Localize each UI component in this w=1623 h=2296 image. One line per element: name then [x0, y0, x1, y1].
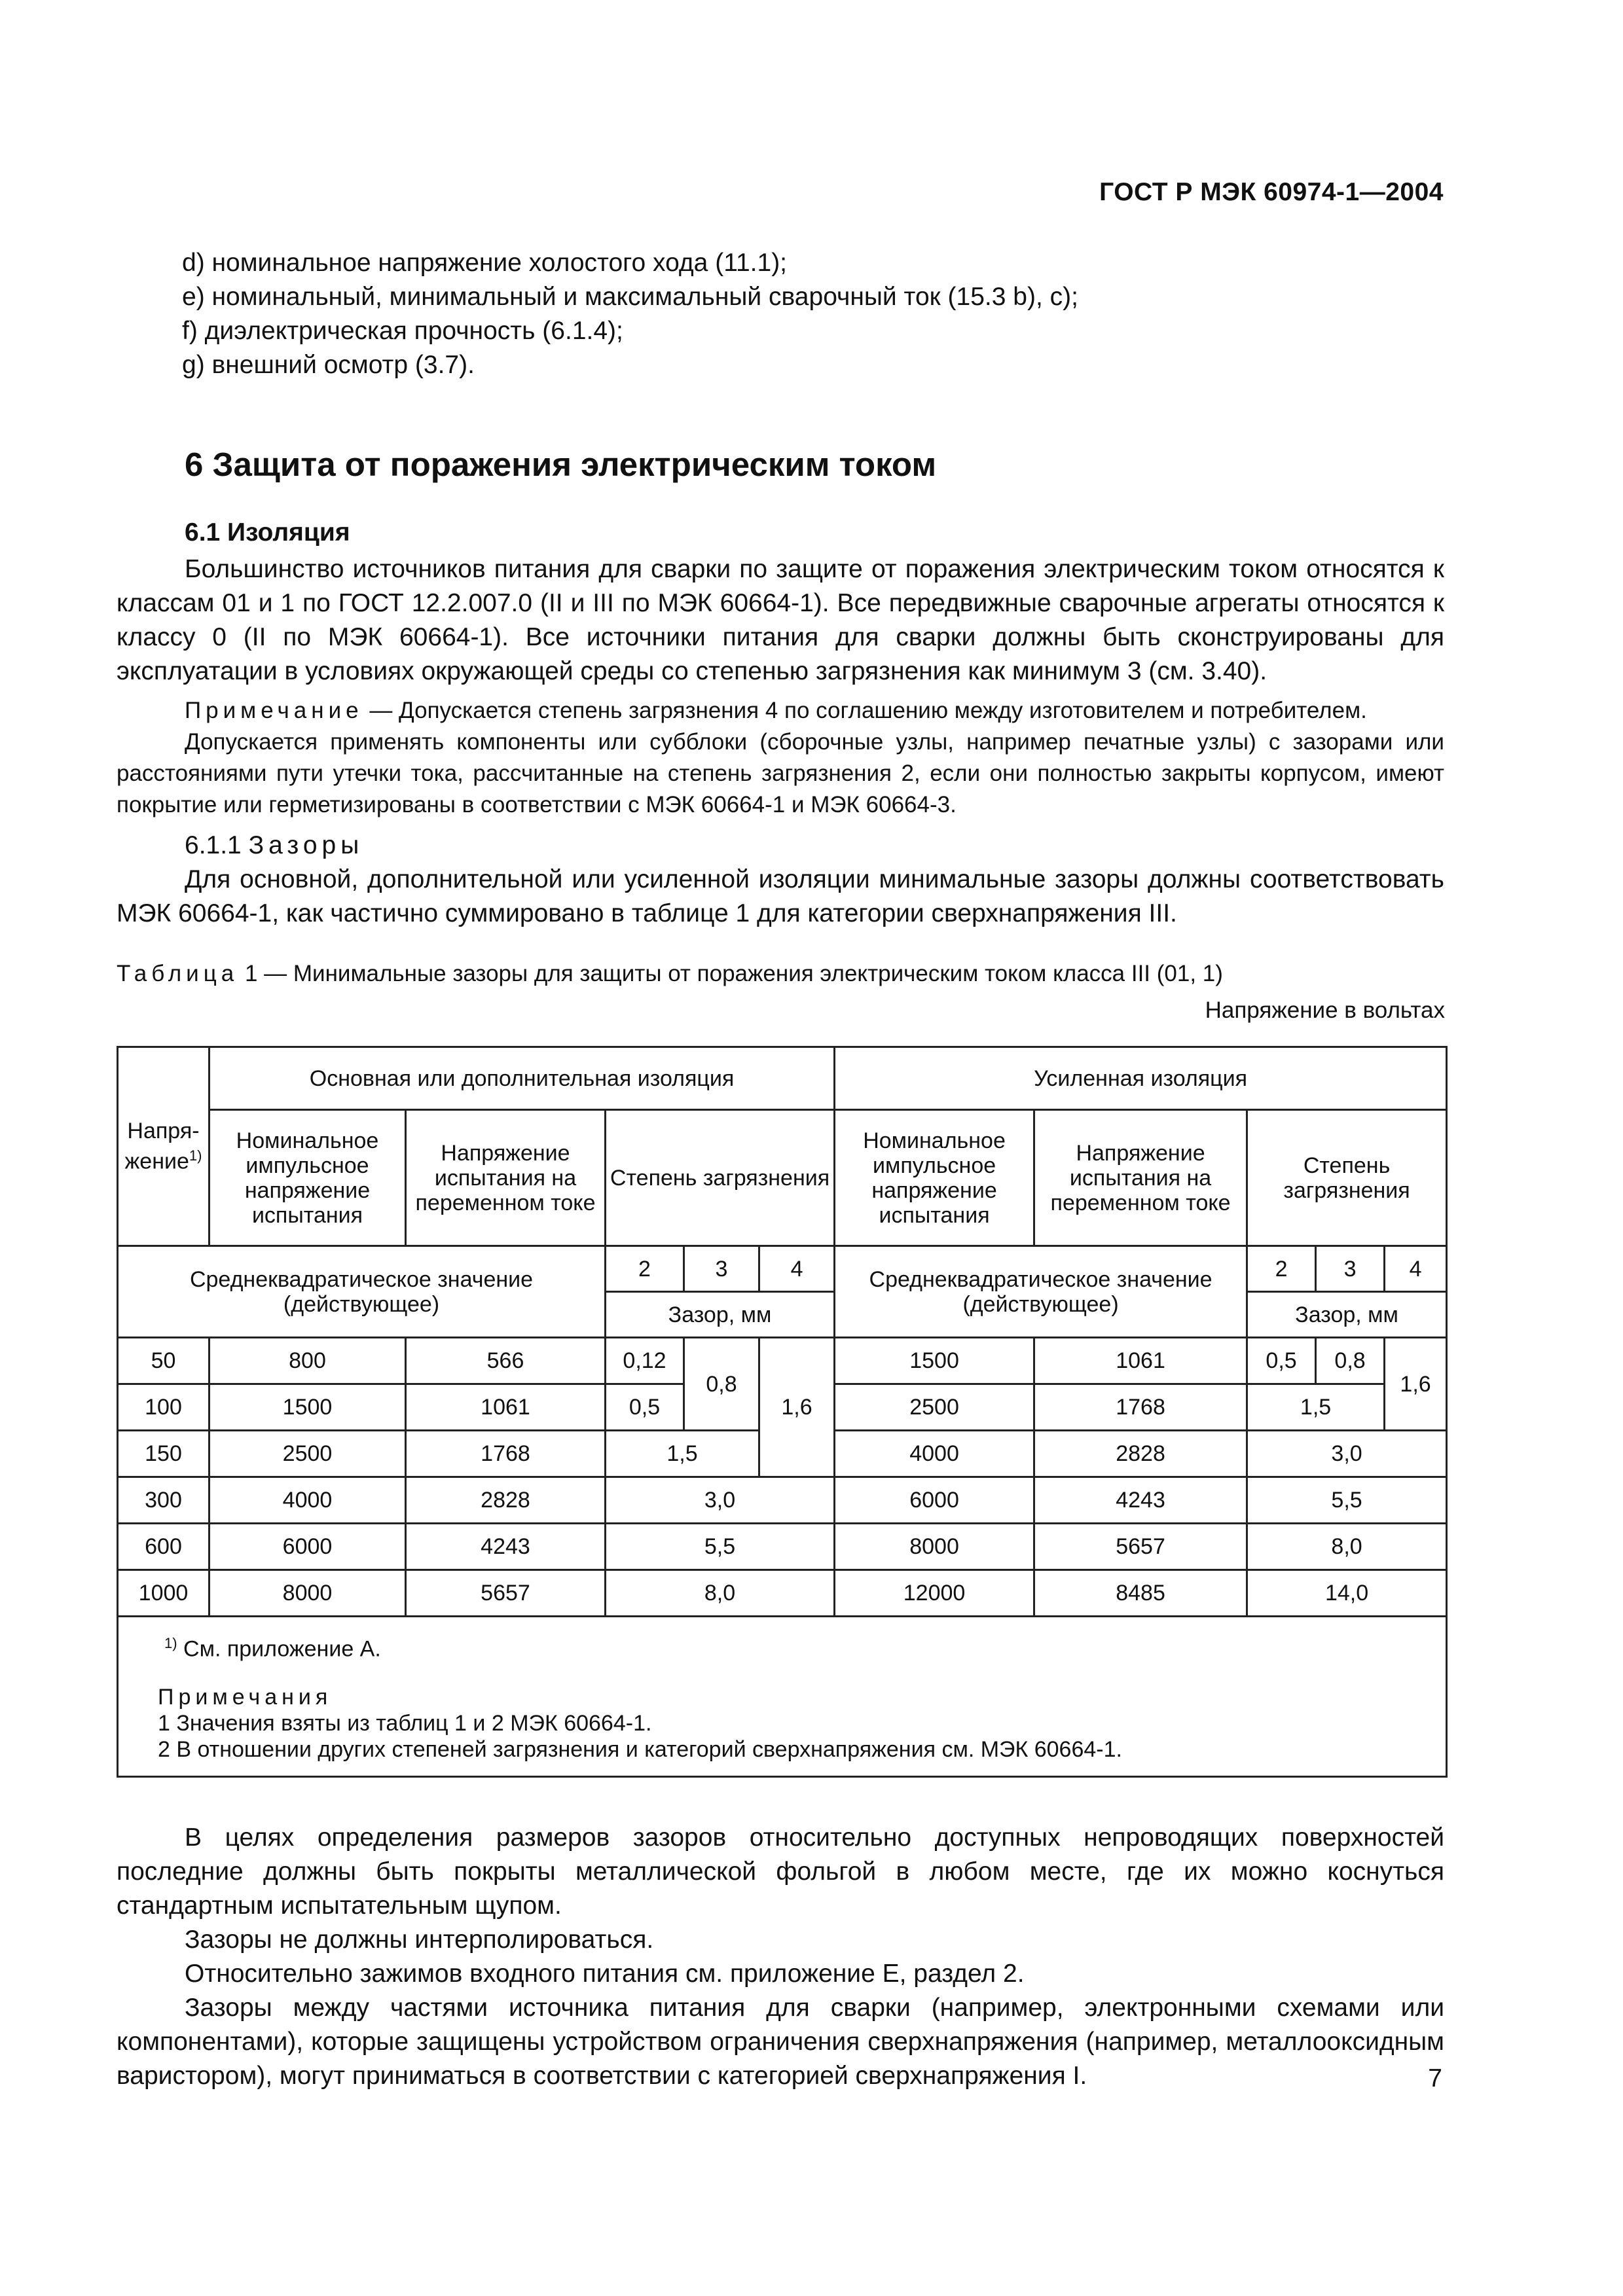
test-list: [182, 246, 1426, 382]
note-paragraph: [117, 695, 1444, 726]
basic-insulation-header: Основная или дополнительная изоляция: [210, 1047, 835, 1110]
section-title: 6 Защита от поражения электрическим током: [185, 446, 937, 483]
pollution-2: 2: [606, 1246, 684, 1292]
paragraph: Зазоры между частями источника питания для сварки (например, электронными схемами или компонентами), которые защищены устройством ограничения сверхнапряжения (например, металлооксидным варистором), могут приниматься в соответствии с категорией сверхнапряжения I.: [117, 1994, 1444, 2090]
clearance-header: Зазор, мм: [1247, 1292, 1447, 1338]
note-label: Примечание: [185, 698, 363, 723]
table-note: 1 Значения взяты из таблиц 1 и 2 МЭК 60664-1.: [158, 1711, 652, 1736]
table-row: 150 2500 1768 1,5 4000 2828 3,0: [118, 1431, 1447, 1477]
table-row: 1000 8000 5657 8,0 12000 8485 14,0: [118, 1570, 1447, 1617]
table-row: 100 1500 1061 0,5 2500 1768 1,5: [118, 1384, 1447, 1431]
subsection-title: 6.1 Изоляция: [185, 518, 350, 547]
list-item: d) номинальное напряжение холостого хода (11.1);: [182, 249, 788, 277]
pollution-3: 3: [1316, 1246, 1385, 1292]
insulation-text: [117, 552, 1444, 931]
paragraph: В целях определения размеров зазоров относительно доступных непроводящих поверхностей последние должны быть покрыты металлической фольгой в любом месте, где их можно коснуться стандартным испытательным щупом.: [117, 1823, 1444, 1920]
pollution-4: 4: [1385, 1246, 1447, 1292]
pollution-3: 3: [684, 1246, 759, 1292]
ac-header: Напряжение испытания на переменном токе: [406, 1110, 606, 1246]
rms-header: Среднеквадратическое значение (действующее): [118, 1246, 606, 1338]
table-note: 2 В отношении других степеней загрязнения и категорий сверхнапряжения см. МЭК 60664-1.: [158, 1737, 1122, 1763]
paragraph: Для основной, дополнительной или усиленной изоляции минимальные зазоры должны соответствовать МЭК 60664-1, как частично суммировано в таблице 1 для категории сверхнапряжения III.: [117, 865, 1444, 927]
subsection-heading: [117, 829, 1444, 863]
pollution-2: 2: [1247, 1246, 1316, 1292]
table-row: 50 800 566 0,12 0,8 1,6 1500 1061 0,5 0,8 1,6: [118, 1338, 1447, 1384]
clearance-table: [117, 1046, 1448, 1778]
table-row: 600 6000 4243 5,5 8000 5657 8,0: [118, 1524, 1447, 1570]
paragraph: Зазоры не должны интерполироваться.: [185, 1926, 654, 1954]
table-caption: [117, 961, 1223, 987]
page-number: 7: [1428, 2064, 1442, 2092]
rms-header: Среднеквадратическое значение (действующее): [835, 1246, 1247, 1338]
impulse-header: Номинальное импульсное напряжение испытания: [835, 1110, 1034, 1246]
clearance-header: Зазор, мм: [606, 1292, 835, 1338]
paragraph: Большинство источников питания для сварки по защите от поражения электрическим током относятся к классам 01 и 1 по ГОСТ 12.2.007.0 (II и III по МЭК 60664-1). Все передвижные сварочные агрегаты относятся к классу 0 (II по МЭК 60664-1). Все источники питания для сварки должны быть сконструированы для эксплуатации в условиях окружающей среды со степенью загрязнения как минимум 3 (см. 3.40).: [117, 555, 1444, 685]
list-item: f) диэлектрическая прочность (6.1.4);: [182, 317, 623, 345]
table-notes: [118, 1617, 1447, 1777]
list-item: e) номинальный, минимальный и максимальный сварочный ток (15.3 b), c);: [182, 283, 1078, 311]
pollution-header: Степень загрязнения: [606, 1110, 835, 1246]
table-footnote: $^{1)}$ См. приложение А.: [164, 1635, 381, 1662]
pollution-header: Степень загрязнения: [1247, 1110, 1447, 1246]
table-caption-label: Таблица: [117, 961, 239, 986]
list-item: g) внешний осмотр (3.7).: [182, 351, 475, 379]
clearance-text: [117, 1821, 1444, 2093]
note-text: — Допускается степень загрязнения 4 по соглашению между изготовителем и потребителем.: [363, 698, 1367, 723]
table-notes-label: Примечания: [158, 1685, 333, 1710]
subsection-name: Зазоры: [248, 831, 364, 859]
subsection-number: 6.1.1: [185, 831, 242, 859]
note-paragraph: Допускается применять компоненты или субблоки (сборочные узлы, например печатные узлы) с зазорами или расстояниями пути утечки тока, рассчитанные на степень загрязнения 2, если они полностью закрыты корпусом, имеют покрытие или герметизированы в соответствии с МЭК 60664-1 и МЭК 60664-3.: [117, 729, 1444, 817]
voltage-header: Напря-жение$^{1)}$: [118, 1047, 210, 1246]
table-row: 300 4000 2828 3,0 6000 4243 5,5: [118, 1477, 1447, 1524]
paragraph: Относительно зажимов входного питания см. приложение Е, раздел 2.: [185, 1960, 1025, 1988]
ac-header: Напряжение испытания на переменном токе: [1034, 1110, 1247, 1246]
document-header: ГОСТ Р МЭК 60974-1—2004: [1099, 178, 1444, 206]
table-units: Напряжение в вольтах: [1205, 997, 1445, 1023]
pollution-4: 4: [759, 1246, 835, 1292]
impulse-header: Номинальное импульсное напряжение испытания: [210, 1110, 406, 1246]
table-caption-text: 1 — Минимальные зазоры для защиты от поражения электрическим током класса III (01, 1): [238, 961, 1223, 986]
reinforced-insulation-header: Усиленная изоляция: [835, 1047, 1447, 1110]
